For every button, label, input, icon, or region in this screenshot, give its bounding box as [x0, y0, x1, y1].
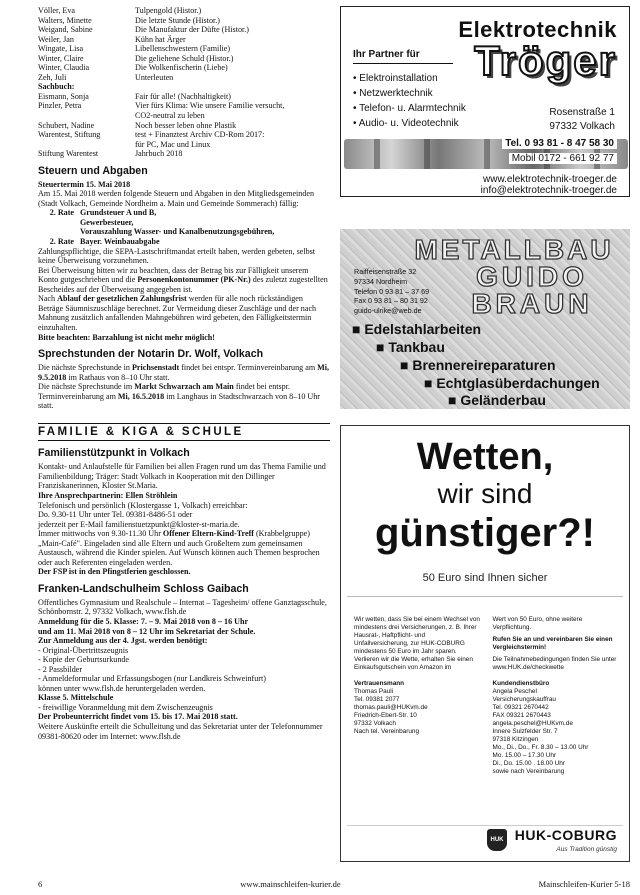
contact-line: Versicherungskauffrau [492, 696, 556, 703]
author [38, 111, 135, 121]
author: Warentest, Stiftung [38, 130, 101, 140]
page-number: 6 [38, 879, 43, 889]
contact-line: sowie nach Vereinbarung [492, 768, 565, 775]
gaibach-p6: - freiwillige Voranmeldung mit dem Zwischenzeugnis [38, 702, 213, 712]
list-row [38, 111, 330, 121]
title: Libellenschwestern (Familie) [135, 44, 231, 54]
title: Unterleuten [135, 72, 174, 82]
huk-right-c: Die Teilnahmebedingungen finden Sie unter www.HUK.de/checkwette [492, 656, 617, 671]
notar-p2: Die nächste Sprechstunde im Markt Schwarzach am Main findet bei entspr. Terminvereinbarung am Mi, 16.5.2018 im Langhaus in Stadtschwarzach von 8–10 Uhr statt. [38, 382, 320, 411]
rate-row [38, 208, 330, 218]
ad-metallbau-braun [340, 229, 630, 409]
braun-logo-3: BRAUN [471, 288, 593, 319]
braun-service-5: ■ Geländerbau [448, 392, 546, 408]
contact-line: Di., Do. 15.00 . 18.00 Uhr [492, 760, 565, 767]
ad-troeger [340, 6, 630, 197]
huk-col-right [493, 616, 620, 776]
author: Weiler, Jan [38, 34, 74, 44]
title: Die Wolkenfischerin (Liebe) [135, 63, 228, 73]
address-line: guido-ulrike@web.de [354, 306, 422, 316]
huk-k-lines [493, 688, 620, 776]
huk-v-lines [354, 688, 481, 736]
contact-line: Mo. 15.00 – 17.30 Uhr [492, 752, 557, 759]
troeger-street: Rosenstraße 1 [549, 107, 615, 118]
gaibach-l4: - Anmeldeformular und Erfassungsbogen (nur Landkreis Schweinfurt) [38, 674, 266, 684]
braun-logo-2: GUIDO [476, 261, 588, 292]
title: Vier fürs Klima: Wie unsere Familie versucht, [135, 101, 285, 111]
author: Schubert, Nadine [38, 120, 95, 130]
list-row [38, 121, 330, 131]
sachbuch-label: Sachbuch: [38, 82, 75, 92]
service-item: • Elektroinstallation [353, 73, 438, 84]
section-title: FAMILIE & KIGA & SCHULE [38, 423, 330, 442]
braun-service-4: ■ Echtglasüberdachungen [424, 375, 600, 391]
huk-tagline: Aus Tradition günstig [556, 846, 617, 853]
familien-p7: Der FSP ist in den Pfingstferien geschlossen. [38, 567, 191, 577]
troeger-partner-line [353, 63, 453, 64]
page-footer [38, 879, 630, 889]
braun-address [354, 267, 429, 316]
title: Die letzte Stunde (Histor.) [135, 15, 220, 25]
rate-text: Bayer. Weinbauabgabe [80, 237, 160, 247]
title: test + Finanztest Archiv CD-Rom 2017: [135, 130, 265, 140]
rate-label: 2. Rate [49, 237, 74, 247]
author: Völler, Eva [38, 6, 75, 15]
author: Zeh, Juli [38, 72, 67, 82]
service-item: • Telefon- u. Alarmtechnik [353, 103, 466, 114]
list-row [38, 6, 330, 16]
list-row [38, 63, 330, 73]
author: Stiftung Warentest [38, 149, 99, 159]
title: Tulpengold (Histor.) [135, 6, 202, 15]
steuern-subheading: Steuertermin 15. Mai 2018 [38, 179, 131, 189]
title: Jahrbuch 2018 [135, 149, 183, 159]
contact-line: Friedrich-Ebert-Str. 10 [354, 712, 417, 719]
list-row [38, 73, 330, 83]
gaibach-l1: - Original-Übertrittszeugnis [38, 645, 129, 655]
list-row [38, 92, 330, 102]
contact-line: Angela Peschel [492, 688, 537, 695]
book-list [38, 6, 330, 82]
huk-v-title: Vertrauensmann [354, 680, 405, 687]
gaibach-l3: - 2 Passbilder [38, 664, 83, 674]
author: Pinzler, Petra [38, 101, 82, 111]
troeger-tel: Tel. 0 93 81 - 8 47 58 30 [502, 138, 617, 149]
contact-line: angela.peschel@HUKvm.de [492, 720, 573, 727]
contact-line: Tel. 09321 2670442 [492, 704, 549, 711]
rate-text: Grundsteuer A und B, [80, 208, 157, 218]
list-row [38, 140, 330, 150]
title: Fair für alle! (Nachhaltigkeit) [135, 91, 231, 101]
troeger-mail: info@elektrotechnik-troeger.de [480, 185, 617, 196]
contact-line: thomas.pauli@HUKvm.de [354, 704, 428, 711]
gaibach-heading: Franken-Landschulheim Schloss Gaibach [38, 582, 249, 595]
contact-line: Mo., Di., Do., Fr. 8.30 – 13.00 Uhr [492, 744, 589, 751]
contact-line: 97332 Volkach [354, 720, 396, 727]
familien-p1: Kontakt- und Anlaufstelle für Familien bei allen Fragen rund um das Thema Familie und Familienbildung; Träger: Stadt Volkach in Kooperation mit den Dillinger Franziskanerinnen, Kloster St.Maria. [38, 462, 326, 491]
address-line: 97334 Nordheim [354, 276, 408, 286]
huk-left-text: Wir wetten, dass Sie bei einem Wechsel von mindestens drei Versicherungen, z. B. Ihrer Hausrat-, Haftpflicht- und Unfallversicherung, zur HUK-COBURG mindestens 50 Euro im Jahr sparen. Verlieren wir die Wette, erhalten Sie einen Einkaufsgutschein von Amazon im [354, 616, 480, 671]
huk-line3: günstiger?! [375, 511, 595, 555]
author [38, 140, 135, 150]
huk-right-a: Wert von 50 Euro, ohne weitere Verpflichtung. [492, 616, 583, 631]
gaibach-p5: Klasse 5. Mittelschule [38, 693, 114, 703]
service-item: • Netzwerktechnik [353, 88, 433, 99]
title: Noch besser leben ohne Plastik [135, 120, 237, 130]
contact-line: FAX 09321 2670443 [492, 712, 551, 719]
braun-service-3: ■ Brennereireparaturen [400, 357, 556, 373]
title: Kühn hat Ärger [135, 34, 186, 44]
left-column [38, 6, 330, 741]
troeger-city: 97332 Volkach [549, 121, 615, 132]
rate-row [38, 218, 330, 228]
gaibach-p4: Zur Anmeldung aus der 4. Jgst. werden benötigt: [38, 636, 208, 646]
steuern-p2: Bei Überweisung bitten wir zu beachten, dass der Betrag bis zur Fälligkeit unserem Konto gutgeschrieben und die Personenkontonummer (PK-Nr.) des zuletzt zugestellten Bescheides auf der Überweisung angegeben ist. [38, 265, 328, 294]
list-row [38, 149, 330, 159]
rate-label: 2. Rate [49, 208, 74, 218]
list-row [38, 16, 330, 26]
ad-huk-coburg [340, 425, 630, 862]
gaibach-p1: Offentliches Gymnasium und Realschule – Internat – Tagesheim/ offene Ganztagsschule, Schönbornstr. 2, 97332 Volkach, www.flsh.de [38, 597, 327, 617]
sachbuch-list [38, 92, 330, 159]
familien-p4: Do. 9.30-11 Uhr unter Tel. 09381-8486-51 oder [38, 510, 193, 520]
familien-p2: Ihre Ansprechpartnerin: Ellen Ströhlein [38, 490, 178, 500]
contact-line: Tel. 09381 2077 [354, 696, 400, 703]
notar-heading: Sprechstunden der Notarin Dr. Wolf, Volkach [38, 348, 264, 361]
list-row [38, 101, 330, 111]
gaibach-p7: Der Probeunterricht findet vom 15. bis 17. Mai 2018 statt. [38, 712, 238, 722]
rate-text: Vorauszahlung Wasser- und Kanalbenutzungsgebühren, [80, 227, 275, 237]
title: Die geliehene Schuld (Histor.) [135, 53, 234, 63]
notar-p1: Die nächste Sprechstunde in Prichsenstadt findet bei entspr. Terminvereinbarung am Mi, 9.5.2018 im Rathaus von 8–10 Uhr statt. [38, 363, 330, 382]
braun-service-2: ■ Tankbau [376, 339, 445, 355]
footer-issue: Mainschleifen-Kurier 5-18 [538, 879, 630, 889]
author: Winter, Claudia [38, 63, 90, 73]
huk-line1: Wetten, [416, 436, 554, 478]
familien-p6: Immer mittwochs von 9.30-11.30 Uhr Offener Eltern-Kind-Treff (Krabbelgruppe) „Main-Café". Eingeladen sind alle Eltern und auch Großeltern zum gemeinsamen Austausch, während die Kinder spielen. Auf Wunsch können auch Themen besprochen oder auch Referenten eingeladen werden. [38, 529, 320, 567]
author: Eismann, Sonja [38, 91, 89, 101]
rate-text: Gewerbesteuer, [80, 217, 134, 227]
author: Winter, Claire [38, 53, 84, 63]
title: CO2-neutral zu leben [135, 111, 205, 121]
gaibach-l5: können unter www.flsh.de heruntergeladen werden. [38, 683, 206, 693]
address-line: Raiffeisenstraße 32 [354, 267, 417, 276]
author: Walters, Minette [38, 15, 92, 25]
gaibach-l2: - Kopie der Geburtsurkunde [38, 655, 130, 665]
rate-row [38, 237, 330, 247]
gaibach-p2: Anmeldung für die 5. Klasse: 7. – 9. Mai 2018 von 8 – 16 Uhr [38, 616, 249, 626]
author: Weigand, Sabine [38, 25, 93, 35]
huk-columns [354, 616, 619, 776]
huk-col-left [354, 616, 481, 776]
gaibach-p3: und am 11. Mai 2018 von 8 – 12 Uhr im Sekretariat der Schule. [38, 626, 256, 636]
list-row [38, 25, 330, 35]
steuern-p4: Bitte beachten: Barzahlung ist nicht mehr möglich! [38, 332, 216, 342]
steuern-p1: Zahlungspflichtige, die SEPA-Lastschriftmandat erteilt haben, werden gebeten, selbst keine Überweisung vorzunehmen. [38, 246, 316, 266]
contact-line: Innere Sulzfelder Str. 7 [492, 728, 558, 735]
troeger-partner: Ihr Partner für [353, 49, 420, 60]
troeger-mobil: Mobil 0172 - 661 92 77 [509, 153, 617, 164]
huk-line2: wir sind [437, 478, 533, 509]
address-line: Telefon 0 93 81 – 37 69 [354, 286, 430, 296]
footer-url: www.mainschleifen-kurier.de [240, 879, 341, 889]
familien-p3: Telefonisch und persönlich (Klostergasse 1, Volkach) erreichbar: [38, 500, 248, 510]
huk-emblem: HUK [487, 829, 507, 851]
familien-p5: jederzeit per E-Mail familienstuetzpunkt@kloster-st-maria.de. [38, 519, 240, 529]
author: Wingate, Lisa [38, 44, 84, 54]
address-line: Fax 0 93 81 – 80 31 92 [354, 296, 428, 306]
familien-heading: Familienstützpunkt in Volkach [38, 447, 190, 460]
troeger-service-list [353, 71, 466, 131]
list-row [38, 54, 330, 64]
contact-line: Thomas Pauli [354, 688, 394, 695]
contact-line: Nach tel. Vereinbarung [354, 728, 420, 735]
contact-line: 97318 Kitzingen [492, 736, 539, 743]
gaibach-p8: Weitere Auskünfte erteilt die Schulleitung und das Sekretariat unter der Telefonnummer 09381-80620 oder im Internet: www.flsh.de [38, 722, 323, 741]
title: Die Manufaktur der Düfte (Histor.) [135, 25, 249, 35]
troeger-web: www.elektrotechnik-troeger.de [483, 174, 617, 185]
list-row [38, 130, 330, 140]
braun-logo-1: METALLBAU [414, 234, 614, 265]
huk-divider [347, 596, 623, 597]
service-item: • Audio- u. Videotechnik [353, 118, 459, 129]
huk-right-b: Rufen Sie an und vereinbaren Sie einen Vergleichstermin! [492, 636, 613, 651]
steuern-p3: Nach Ablauf der gesetzlichen Zahlungsfrist werden für alle noch rückständigen Beträge Säumniszuschläge berechnet. Zur Vermeidung dieser Zuschläge und der nach Mahnung zusätzlich anfallenden Mahngebühren wird gebeten, den Fälligkeitstermin einzuhalten. [38, 294, 317, 332]
title: für PC, Mac und Linux [135, 139, 211, 149]
steuern-intro: Am 15. Mai 2018 werden folgende Steuern und Abgaben in den Mitgliedsgemeinden (Stadt Volkach, Gemeinde Nordheim a. Main und Gemeinde Sommerach) fällig: [38, 189, 315, 208]
troeger-brand: Tröger [474, 37, 617, 84]
list-row [38, 35, 330, 45]
troeger-brand-top: Elektrotechnik [458, 17, 617, 42]
steuern-heading: Steuern und Abgaben [38, 164, 148, 177]
huk-logo: HUK-COBURG [514, 827, 617, 843]
rate-row [38, 227, 330, 237]
huk-k-title: Kundendienstbüro [492, 680, 550, 687]
huk-sub: 50 Euro sind Ihnen sicher [422, 572, 548, 584]
braun-service-1: ■ Edelstahlarbeiten [352, 321, 482, 337]
list-row [38, 44, 330, 54]
